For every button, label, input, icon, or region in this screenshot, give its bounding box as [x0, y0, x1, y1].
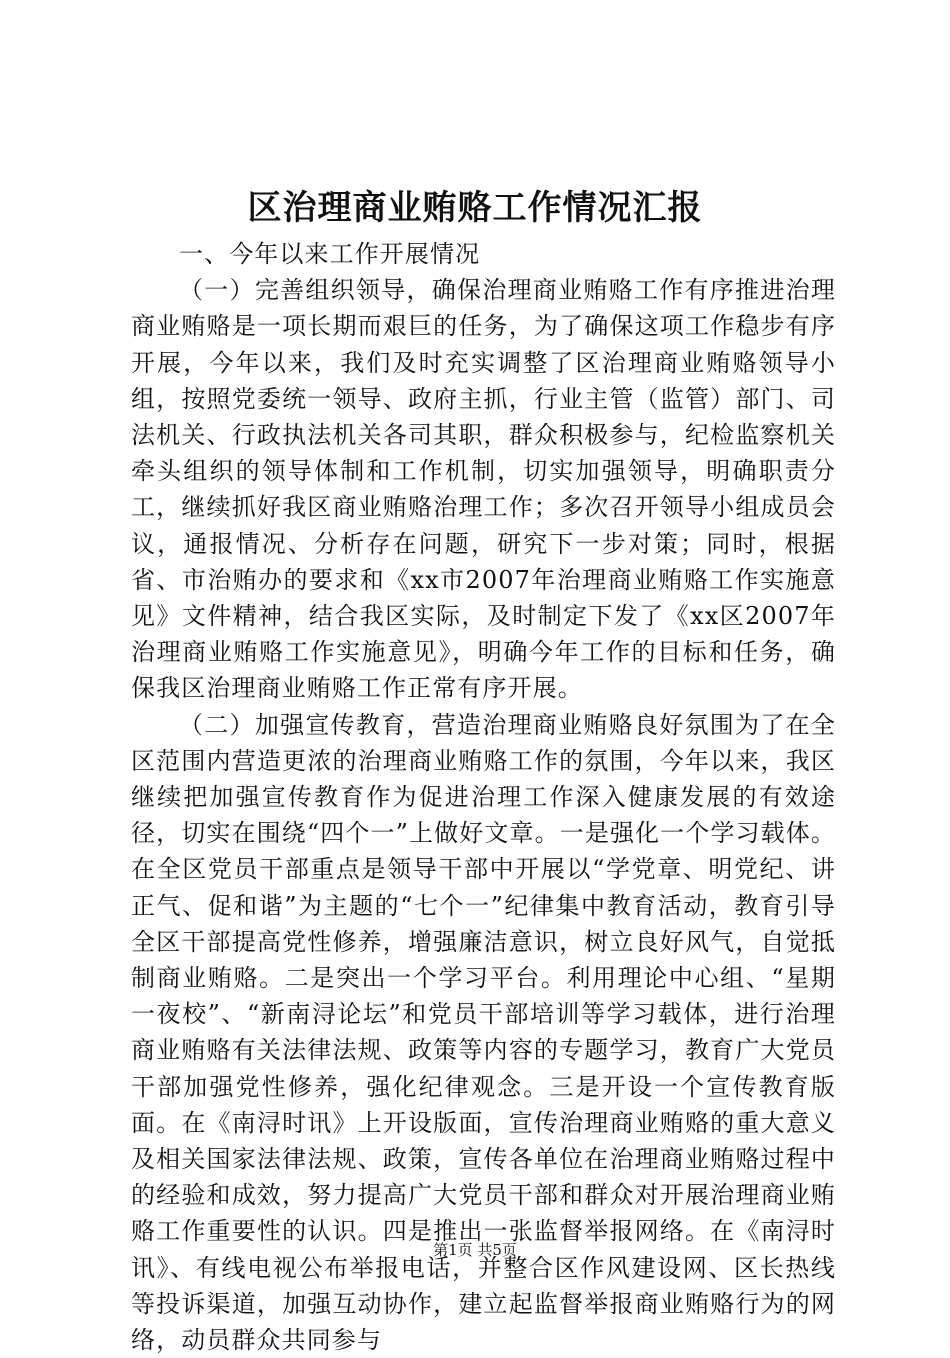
section-heading: 一、今年以来工作开展情况: [179, 240, 481, 268]
document-body: [131, 236, 836, 1358]
paragraph-1: （一）完善组织领导，确保治理商业贿赂工作有序推进治理商业贿赂是一项长期而艰巨的任务，为了确保这项工作稳步有序开展，今年以来，我们及时充实调整了区治理商业贿赂领导小组，按照党委统一领导、政府主抓，行业主管（监管）部门、司法机关、行政执法机关各司其职，群众积极参与，纪检监察机关牵头组织的领导体制和工作机制，切实加强领导，明确职责分工，继续抓好我区商业贿赂治理工作；多次召开领导小组成员会议，通报情况、分析存在问题，研究下一步对策；同时，根据省、市治贿办的要求和《xx市2007年治理商业贿赂工作实施意见》文件精神，结合我区实际，及时制定下发了《xx区2007年治理商业贿赂工作实施意见》，明确今年工作的目标和任务，确保我区治理商业贿赂工作正常有序开展。: [131, 276, 836, 703]
page-footer: 第1页 共5页: [433, 1241, 517, 1259]
paragraph-2: （二）加强宣传教育，营造治理商业贿赂良好氛围为了在全区范围内营造更浓的治理商业贿赂工作的氛围，今年以来，我区继续把加强宣传教育作为促进治理工作深入健康发展的有效途径，切实在围绕“四个一”上做好文章。一是强化一个学习载体。在全区党员干部重点是领导干部中开展以“学党章、明党纪、讲正气、促和谐”为主题的“七个一”纪律集中教育活动，教育引导全区干部提高党性修养，增强廉洁意识，树立良好风气，自觉抵制商业贿赂。二是突出一个学习平台。利用理论中心组、“星期一夜校”、“新南浔论坛”和党员干部培训等学习载体，进行治理商业贿赂有关法律法规、政策等内容的专题学习，教育广大党员干部加强党性修养，强化纪律观念。三是开设一个宣传教育版面。在《南浔时讯》上开设版面，宣传治理商业贿赂的重大意义及相关国家法律法规、政策，宣传各单位在治理商业贿赂过程中的经验和成效，努力提高广大党员干部和群众对开展治理商业贿赂工作重要性的认识。四是推出一张监督举报网络。在《南浔时讯》、有线电视公布举报电话，并整合区作风建设网、区长热线等投诉渠道，加强互动协作，建立起监督举报商业贿赂行为的网络，动员群众共同参与: [131, 710, 836, 1355]
document-title: 区治理商业贿赂工作情况汇报: [247, 188, 703, 228]
